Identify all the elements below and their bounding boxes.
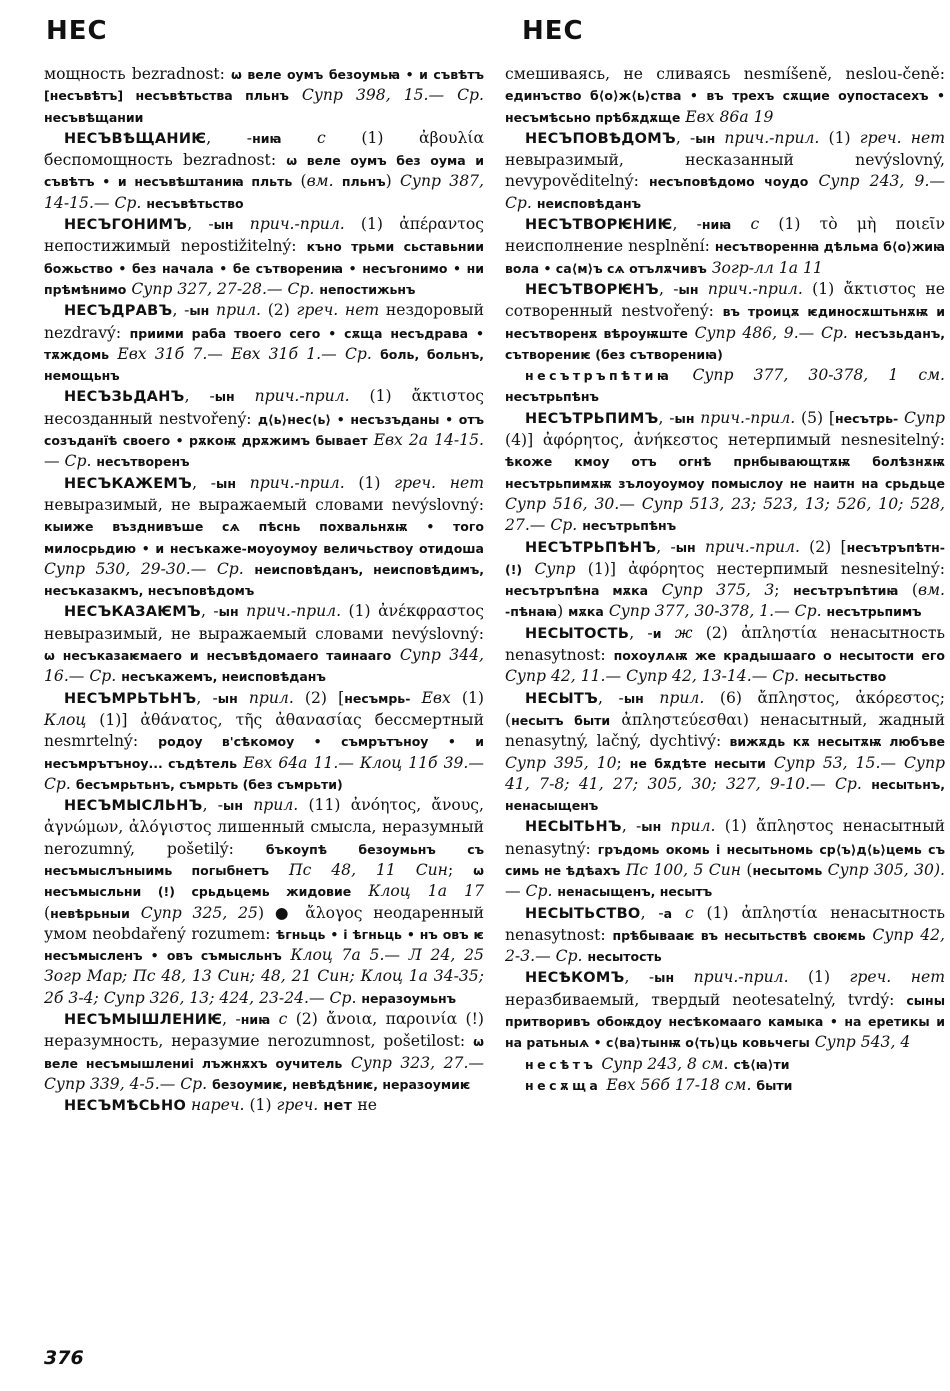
dictionary-entry — [44, 601, 484, 687]
entry-text: несътръпѣтиꙗ — [525, 368, 673, 384]
entry-text — [236, 474, 250, 492]
entry-text — [410, 689, 421, 707]
italic-text: прил. — [253, 796, 299, 815]
old-church-slavonic-text: ын — [214, 389, 235, 405]
italic-text: Супр 377, 30-378, 1.— Ср. — [608, 602, 822, 621]
old-church-slavonic-text: а — [663, 905, 673, 921]
entry-text: ; — [447, 860, 474, 879]
old-church-slavonic-text: д⟨ь⟩нес⟨ь⟩ • несъзъданы • отъ созъданїѣ своего • рѫкоѭ дрѫжимъ бывает — [44, 411, 484, 449]
old-church-slavonic-text: приими раба твоего сего • сѫща несъдрава • тѫждомь — [44, 325, 484, 362]
headword: НЕСЫТЬСТВО — [525, 905, 641, 922]
entry-text: (2) [ — [799, 537, 847, 556]
entry-text — [372, 345, 380, 363]
old-church-slavonic-text: несътвореннꙗ дѣльма б⟨о⟩жиꙗ вола • са⟨м⟩ъ сѧ отълѫчивъ — [505, 239, 945, 276]
old-church-slavonic-text: ын — [218, 604, 239, 620]
old-church-slavonic-text: ѡ несъказаѥмаего и несъвѣдомаего таинааго — [44, 648, 392, 664]
entry-text — [351, 882, 368, 900]
old-church-slavonic-text: къно трьми сьставьнии божьство • без начала • бе сътворениꙗ • несъгонимо • ни прѣмѣнимо — [44, 239, 484, 297]
old-church-slavonic-text: несъзьданъ, сътворениѥ (без сътворениꙗ) — [505, 325, 946, 362]
old-church-slavonic-text: ын — [216, 475, 236, 491]
entry-text: , - — [222, 1010, 241, 1029]
dictionary-entry — [505, 365, 945, 408]
headword: НЕСЪГОНИМЪ — [64, 217, 188, 234]
entry-text: ( — [741, 860, 753, 879]
entry-text: , - — [200, 602, 219, 621]
italic-text: ж — [674, 623, 693, 642]
italic-text: греч. — [276, 1096, 319, 1115]
old-church-slavonic-text: несытъ быти — [511, 712, 611, 728]
entry-text — [648, 581, 662, 599]
old-church-slavonic-text: ненасыщенъ, несытъ — [557, 884, 713, 900]
old-church-slavonic-text: несъповѣдомо чоудо — [649, 174, 809, 190]
italic-text: прич.-прил. — [707, 279, 803, 298]
old-church-slavonic-text: ын — [223, 798, 243, 814]
entry-text: (2) ἀπληστία ненасытность nenasytnost: — [505, 623, 945, 665]
italic-text: Пс 100, 5 Син — [625, 860, 742, 879]
italic-text: прич.-прил. — [700, 408, 796, 427]
italic-text: Супр 516, 30.— Супр 513, 23; 523, 13; 526, 10; 528, 27.— Ср. — [505, 494, 945, 535]
old-church-slavonic-text: ын — [675, 539, 696, 555]
headword: НЕСЪТВОРѤНЪ — [525, 281, 659, 298]
dictionary-entry — [505, 903, 945, 968]
italic-text: Супр 377, 30-378, 1 см. — [692, 366, 945, 385]
entry-text: , - — [656, 537, 676, 556]
italic-text: прич.-прил. — [246, 602, 342, 621]
entry-text — [342, 1054, 351, 1072]
entry-text — [862, 775, 871, 793]
italic-text: Супр 42, 11.— Супр 42, 13-14.— Ср. — [505, 667, 800, 686]
running-head-left: НЕС — [46, 16, 108, 46]
dictionary-entry — [505, 1054, 945, 1075]
italic-text: прич.-прил. — [249, 215, 345, 234]
old-church-slavonic-text: несытость — [587, 949, 662, 965]
italic-text: прил. — [248, 688, 294, 707]
italic-text: Зогр-лл 1а 11 — [711, 258, 823, 277]
entry-text: ( — [44, 903, 51, 922]
italic-text: Евх 64а 11.— Клоц 11б 39.— Ср. — [44, 753, 484, 793]
old-church-slavonic-text: бъкоупѣ безоумьнъ съ несъмыслъныимь погыбнетъ — [44, 841, 484, 878]
old-church-slavonic-text: ын — [213, 217, 234, 233]
old-church-slavonic-text: ниꙗ — [240, 1012, 271, 1028]
old-church-slavonic-text: ниꙗ — [252, 130, 282, 146]
italic-text: Пс 48, 11 Син — [289, 860, 448, 879]
headword: НЕСЪТВОРѤНИѤ — [525, 217, 673, 234]
dictionary-entry — [505, 537, 945, 623]
old-church-slavonic-text: несътрь- — [834, 410, 899, 426]
entry-text: (2) [ — [293, 688, 345, 707]
dictionary-entry — [44, 795, 484, 1009]
old-church-slavonic-text: ѡ веле несъмышлениі лъжнѫхъ оучитель — [44, 1034, 484, 1071]
dictionary-entry — [44, 688, 484, 795]
entry-text: несѫща — [525, 1077, 602, 1093]
dictionary-entry — [505, 688, 945, 817]
old-church-slavonic-text: вижѫдь кѫ несытѫѭ любъве — [729, 734, 946, 750]
italic-text: Евх — [421, 688, 451, 707]
entry-text — [688, 324, 695, 342]
entry-text: (1) ἄπληστος ненасытный nenasytný: — [505, 817, 946, 858]
right-column — [505, 64, 945, 1096]
italic-text: Клоц — [44, 710, 87, 729]
italic-text: Супр 243, 8 см. — [601, 1054, 729, 1073]
old-church-slavonic-text: несытомь — [752, 862, 823, 878]
entry-text: , - — [184, 387, 215, 406]
entry-text: (1) ἀβουλία беспомощность bezradnost: — [44, 128, 484, 170]
italic-text: греч. нет — [296, 301, 380, 320]
old-church-slavonic-text: гръдомь окомь і несытьномь ср⟨ъ⟩д⟨ь⟩цемь съ симь не ѣдѣахъ — [505, 841, 945, 878]
entry-text — [289, 86, 302, 104]
old-church-slavonic-text: безоумиѥ, невѣдѣниѥ, неразоумиѥ — [212, 1076, 471, 1092]
old-church-slavonic-text: сѣ⟨ꙗ⟩ти — [733, 1056, 790, 1072]
italic-text: Супр 530, 29-30.— Ср. — [44, 559, 244, 578]
headword: НЕСЫТЪ — [525, 690, 599, 707]
italic-text: Супр 305, 30).— Ср. — [505, 860, 945, 901]
entry-text — [238, 689, 249, 707]
old-church-slavonic-text: ын — [678, 281, 699, 297]
dictionary-entry — [505, 816, 945, 902]
entry-text: смешиваясь, не сливаясь nesmíšeně, neslou-čeně: — [505, 65, 945, 83]
italic-text: Евх 56б 17-18 см. — [606, 1075, 752, 1094]
entry-text — [766, 754, 774, 772]
old-church-slavonic-text: прѣбывааѥ въ несытьствѣ своѥмь — [612, 927, 866, 943]
entry-text: (2) ἄνοια, παροινία (!) неразумность, неразумие nerozumnost, pošetilost: — [44, 1010, 484, 1051]
entry-text — [808, 172, 818, 190]
entry-text — [644, 689, 660, 707]
left-column — [44, 64, 484, 1118]
italic-text: с — [750, 215, 760, 234]
page-number: 376 — [44, 1347, 84, 1369]
entry-text: , - — [640, 903, 664, 922]
entry-text — [282, 946, 291, 964]
old-church-slavonic-text: ѣкоже кмоу отъ огнѣ прнбывающтѫѭ болѣзнѫѭ несътрьпимѫѭ зълоуоумоу помыслоу не наитн на срьдьце — [505, 454, 945, 491]
dictionary-entry — [505, 623, 945, 688]
old-church-slavonic-text: несъвѣщании — [44, 109, 144, 125]
entry-text — [696, 538, 705, 556]
dictionary-entry — [44, 1095, 484, 1117]
entry-text: (2) — [261, 301, 297, 320]
italic-text: Супр 375, 3 — [661, 581, 775, 600]
entry-text: ) — [385, 172, 400, 191]
italic-text: прич.-прил. — [704, 537, 800, 556]
entry-text: , - — [629, 623, 653, 642]
old-church-slavonic-text: ын — [623, 690, 644, 706]
dictionary-entry — [505, 279, 945, 365]
entry-text: (1) — [788, 968, 850, 987]
headword: НЕСЪМЫСЛЬНЪ — [64, 798, 203, 815]
headword: НЕСЪМЫШЛЕНИѤ — [64, 1012, 223, 1029]
old-church-slavonic-text: бесъмрьтьнъ, съмрьть (без съмрьти) — [75, 776, 343, 792]
headword: НЕСЪМѢСЬНО — [64, 1098, 187, 1115]
italic-text: с — [684, 903, 694, 922]
italic-text: Супр 543, 4 — [814, 1033, 911, 1052]
dictionary-entry — [505, 128, 945, 214]
italic-text: Супр 486, 9.— Ср. — [694, 323, 848, 342]
italic-text: Супр — [534, 559, 576, 578]
italic-text: прич.-прил. — [693, 968, 789, 987]
entry-text: (1) ἀπέραντος непостижимый nepostižitelný: — [44, 215, 484, 256]
entry-text: невыразимый, не выражаемый словами nevýslovný: — [44, 495, 484, 514]
dictionary-entry — [44, 1009, 484, 1095]
old-church-slavonic-text: мѫка — [568, 604, 604, 620]
italic-text: греч. нет — [859, 128, 945, 147]
dictionary-entry — [44, 300, 484, 386]
entry-text: ; — [616, 753, 630, 772]
italic-text: Клоц 7а 5.— Л 24, 25 Зогр Мар; Пс 48, 13 Син; 48, 21 Син; Клоц 1а 34-35; 2б 3-4; Супр 326, 13; 424, 23-24.— Ср. — [44, 946, 484, 1007]
entry-text — [672, 904, 685, 922]
entry-text: ) ● ἄλογος неодаренный умом neobdařený rozumem: — [44, 903, 484, 943]
entry-text: (5) [ — [795, 408, 835, 427]
headword: нет — [323, 1098, 353, 1115]
entry-text: , - — [621, 817, 642, 836]
entry-text: не — [352, 1096, 377, 1115]
entry-text: (1)] ἀθάνατος, τῆς ἀθανασίας бессмертный nesmrtelný: — [44, 710, 484, 751]
entry-text: (1) — [244, 1096, 277, 1115]
entry-text — [334, 172, 342, 190]
headword: НЕСЪКАЗАѤМЪ — [64, 604, 201, 621]
entry-text — [269, 861, 289, 879]
headword: НЕСЪМРЬТЬНЪ — [64, 690, 197, 707]
italic-text: греч. нет — [849, 968, 945, 987]
old-church-slavonic-text: боль, больнъ, немощьнъ — [44, 346, 484, 384]
entry-text: , - — [598, 688, 624, 707]
old-church-slavonic-text: непостижьнъ — [319, 281, 416, 297]
headword: НЕСѢКОМЪ — [525, 970, 625, 987]
entry-text — [235, 387, 255, 405]
entry-text: , - — [658, 279, 679, 298]
entry-text — [674, 968, 693, 986]
entry-text — [661, 624, 674, 642]
dictionary-entry — [505, 64, 945, 128]
entry-text: ; — [774, 581, 794, 600]
entry-text: невыразимый, несказанный nevýslovný, nevypověditelný: — [505, 151, 945, 191]
entry-text: ) — [557, 602, 569, 621]
italic-text: прил. — [216, 301, 261, 320]
entry-text: , - — [672, 215, 702, 234]
entry-text — [522, 560, 534, 578]
old-church-slavonic-text: несътръпѣтиꙗ — [793, 583, 899, 599]
entry-text: (1) ἄκτιστος не сотворенный nestvořený: — [505, 279, 945, 321]
old-church-slavonic-text: ын — [674, 410, 695, 426]
italic-text: Супр 243, 9.— Ср. — [505, 172, 945, 212]
italic-text: с — [278, 1010, 288, 1029]
italic-text: прил. — [670, 817, 716, 836]
entry-text: (11) ἀνόητος, ἄνους, ἀγνώμων, ἀλόγιστος лишенный смысла, неразумный nerozumný, pošetilý: — [44, 796, 484, 858]
old-church-slavonic-text: сыны притворивъ обоѭдоу несѣкомааго камыка • на еретикы и на ратьныѧ • с⟨ва⟩тынѭ о⟨ть⟩ць ковьчегы — [505, 992, 945, 1051]
old-church-slavonic-text: неразоумьнъ — [361, 990, 457, 1006]
entry-text: , - — [202, 796, 224, 815]
italic-text: Евх 31б 7.— Евх 31б 1.— Ср. — [117, 344, 372, 363]
entry-text: , - — [172, 301, 190, 320]
dictionary-entry — [44, 386, 484, 472]
headword: НЕСЪПОВѢДОМЪ — [525, 130, 676, 147]
headword: НЕСЪКАЖЕМЪ — [64, 475, 193, 492]
old-church-slavonic-text: невѣрьныи — [50, 905, 130, 921]
entry-text: , - — [187, 215, 214, 234]
old-church-slavonic-text: несъвѣтьство — [146, 195, 244, 211]
entry-text: мощность bezradnost: — [44, 65, 232, 83]
entry-text: (1) τὸ μὴ ποιεῖν неисполнение nesplnění: — [505, 215, 945, 256]
dictionary-entry — [44, 64, 484, 128]
running-head-right: НЕС — [522, 16, 584, 46]
headword: НЕСЪВѢЩАНИѤ — [64, 130, 207, 147]
old-church-slavonic-text: быти — [756, 1077, 793, 1093]
entry-text: несѣтъ — [525, 1056, 597, 1072]
italic-text: Супр 325, 25 — [140, 903, 258, 922]
entry-text: (1) ἀπληστία ненасытность nenasytnost: — [505, 903, 945, 944]
old-church-slavonic-text: пльнъ — [341, 174, 386, 190]
headword: НЕСЪТРЬПѢНЪ — [525, 539, 657, 556]
italic-text: Супр 344, 16.— Ср. — [44, 646, 484, 686]
italic-text: греч. нет — [394, 473, 484, 492]
old-church-slavonic-text: -пѣнаꙗ — [505, 604, 558, 620]
old-church-slavonic-text: родоу в'сѣкомоу • съмрътъноу • и несъмрътъноу... съдѣтель — [44, 734, 485, 771]
entry-text — [731, 215, 750, 233]
entry-text — [848, 324, 855, 342]
italic-text: Евх 2а 14-15.— Ср. — [44, 431, 484, 471]
italic-text: Супр 395, 10 — [505, 753, 617, 772]
entry-text: (6) ἄπληστος, ἀκόρεστος; ( — [505, 688, 945, 729]
entry-text — [672, 366, 692, 384]
italic-text: Супр 323, 27.— Супр 339, 4-5.— Ср. — [44, 1053, 484, 1093]
old-church-slavonic-text: ниꙗ — [701, 217, 732, 233]
old-church-slavonic-text: несътворенъ — [96, 454, 190, 470]
old-church-slavonic-text: ѣгньць • і ѣгньць • нъ овъ ѥ несъмысленъ • овъ съмысльнъ — [44, 926, 484, 964]
entry-text: , - — [192, 473, 217, 492]
italic-text: Супр 53, 15.— Супр 41, 7-8; 41, 27; 305, 30; 327, 9-10.— Ср. — [505, 753, 945, 793]
italic-text: с — [317, 128, 326, 147]
entry-text: (1)] ἀφόρητος нестерпимый nesnesitelný: — [575, 559, 945, 578]
entry-text: (1) — [344, 473, 395, 492]
entry-text: неразбиваемый, твердый neotesatelný, tvrdý: — [505, 990, 907, 1009]
dictionary-entry — [505, 408, 945, 537]
headword: НЕСЪДРАВЪ — [64, 303, 173, 320]
old-church-slavonic-text: несътрьпѣнъ — [582, 518, 677, 534]
italic-text: Супр — [903, 408, 945, 427]
headword: НЕСЫТЬНЪ — [525, 819, 622, 836]
entry-text — [698, 280, 707, 298]
entry-text: , - — [675, 128, 696, 147]
entry-text: (4)] ἀφόρητος, ἀνήκεστος нетерпимый nesnesitelný: — [505, 431, 945, 450]
entry-text — [239, 602, 247, 620]
entry-text: (1) — [819, 128, 860, 147]
old-church-slavonic-text: похоулѧѭ же крадышааго о несытости его — [613, 648, 945, 664]
old-church-slavonic-text: несътрьпимъ — [826, 604, 922, 620]
italic-text: прил. — [659, 688, 705, 707]
entry-text: ἀπληστεύεσθαι) ненасытный, жадный nenasytný, lačný, dychtivý: — [505, 710, 945, 751]
italic-text: вм. — [306, 172, 334, 191]
old-church-slavonic-text: несътръпѣтн- (!) — [505, 539, 945, 577]
italic-text: Супр 387, 14-15.— Ср. — [44, 172, 484, 212]
old-church-slavonic-text: несътръпѣна мѫка — [505, 583, 649, 599]
entry-text: , - — [658, 408, 675, 427]
italic-text: вм. — [918, 581, 945, 600]
entry-text — [270, 1010, 278, 1028]
old-church-slavonic-text: ын — [189, 303, 210, 319]
entry-text — [130, 904, 141, 922]
old-church-slavonic-text: несытьнъ, ненасыщенъ — [505, 776, 945, 814]
old-church-slavonic-text: и — [652, 625, 662, 641]
italic-text: Супр 327, 27-28.— Ср. — [131, 279, 315, 298]
italic-text: прич.-прил. — [724, 128, 820, 147]
headword: НЕСЪЗЬДАНЪ — [64, 389, 185, 406]
entry-text — [281, 129, 317, 147]
old-church-slavonic-text: несътрьпѣнъ — [505, 389, 599, 405]
entry-text — [243, 796, 253, 814]
entry-text: (1) ἄκτιστος несозданный nestvořený: — [44, 387, 484, 428]
old-church-slavonic-text: неисповѣданъ — [536, 195, 642, 211]
dictionary-entry — [44, 473, 484, 602]
dictionary-entry — [505, 1075, 945, 1096]
italic-text: прич.-прил. — [254, 387, 350, 406]
old-church-slavonic-text: ѡ несъмысльни (!) срьдьцемь жидовие — [44, 862, 485, 900]
entry-text — [234, 215, 250, 233]
old-church-slavonic-text: ын — [641, 819, 662, 835]
entry-text: нездоровый nezdravý: — [44, 301, 484, 342]
italic-text: Клоц 1а 17 — [368, 882, 484, 901]
entry-text: ( — [898, 581, 919, 600]
old-church-slavonic-text: единъство б⟨о⟩ж⟨ь⟩ства • въ трехъ сѫщие оупостасехъ • несъмѣсьно прѣбѫдѫще — [505, 88, 945, 125]
entry-text — [661, 817, 670, 835]
old-church-slavonic-text: несъкажемъ, неисповѣданъ — [121, 669, 326, 685]
headword: НЕСЫТОСТЬ — [525, 625, 630, 642]
dictionary-entry — [505, 214, 945, 279]
entry-text: , - — [206, 128, 253, 147]
old-church-slavonic-text: несъмрь- — [344, 690, 411, 706]
entry-text — [244, 560, 255, 578]
dictionary-entry — [44, 128, 484, 214]
old-church-slavonic-text: неисповѣданъ, неисповѣдимъ, несъказакмъ, несъповѣдомъ — [44, 561, 485, 599]
old-church-slavonic-text: ын — [654, 970, 675, 986]
dictionary-entry — [505, 967, 945, 1053]
old-church-slavonic-text: ѡ веле оумъ без оума и съвѣтъ • и несъвѣштаниꙗ пльть — [44, 153, 484, 190]
headword: НЕСЪТРЬПИМЪ — [525, 410, 659, 427]
old-church-slavonic-text: ын — [695, 130, 716, 146]
italic-text: Евх 86а 19 — [685, 107, 774, 126]
old-church-slavonic-text: несытьство — [804, 669, 887, 685]
old-church-slavonic-text: въ троицѫ ѥдиносѫштьнѫѭ и несътворенѫ вѣроуѭште — [505, 304, 945, 341]
entry-text: , - — [624, 968, 655, 987]
italic-text: нареч. — [191, 1096, 245, 1115]
italic-text: прич.-прил. — [249, 473, 345, 492]
entry-text: , - — [196, 688, 218, 707]
entry-text: ( — [292, 172, 307, 191]
entry-text: (1) — [450, 688, 484, 707]
italic-text: Супр 398, 15.— Ср. — [301, 86, 484, 105]
old-church-slavonic-text: ѡ веле оумъ безоумьꙗ • и съвѣтъ [несъвѣтъ] несъвѣтьства пльнъ — [44, 67, 484, 104]
entry-text — [391, 646, 399, 664]
italic-text: Супр 42, 2-3.— Ср. — [505, 925, 945, 966]
old-church-slavonic-text: ын — [217, 690, 238, 706]
entry-text: (1) ἀνέκφραστος невыразимый, не выражаемый словами nevýslovný: — [44, 602, 484, 643]
old-church-slavonic-text: кыиже възднивъше сѧ пѣснь похвальнѫѭ • того милосрьдию • и несъкаже-моуоумоу величьствоу отидоша — [44, 519, 484, 556]
old-church-slavonic-text: не бѫдѣте несыти — [629, 755, 766, 771]
dictionary-entry — [44, 214, 484, 300]
